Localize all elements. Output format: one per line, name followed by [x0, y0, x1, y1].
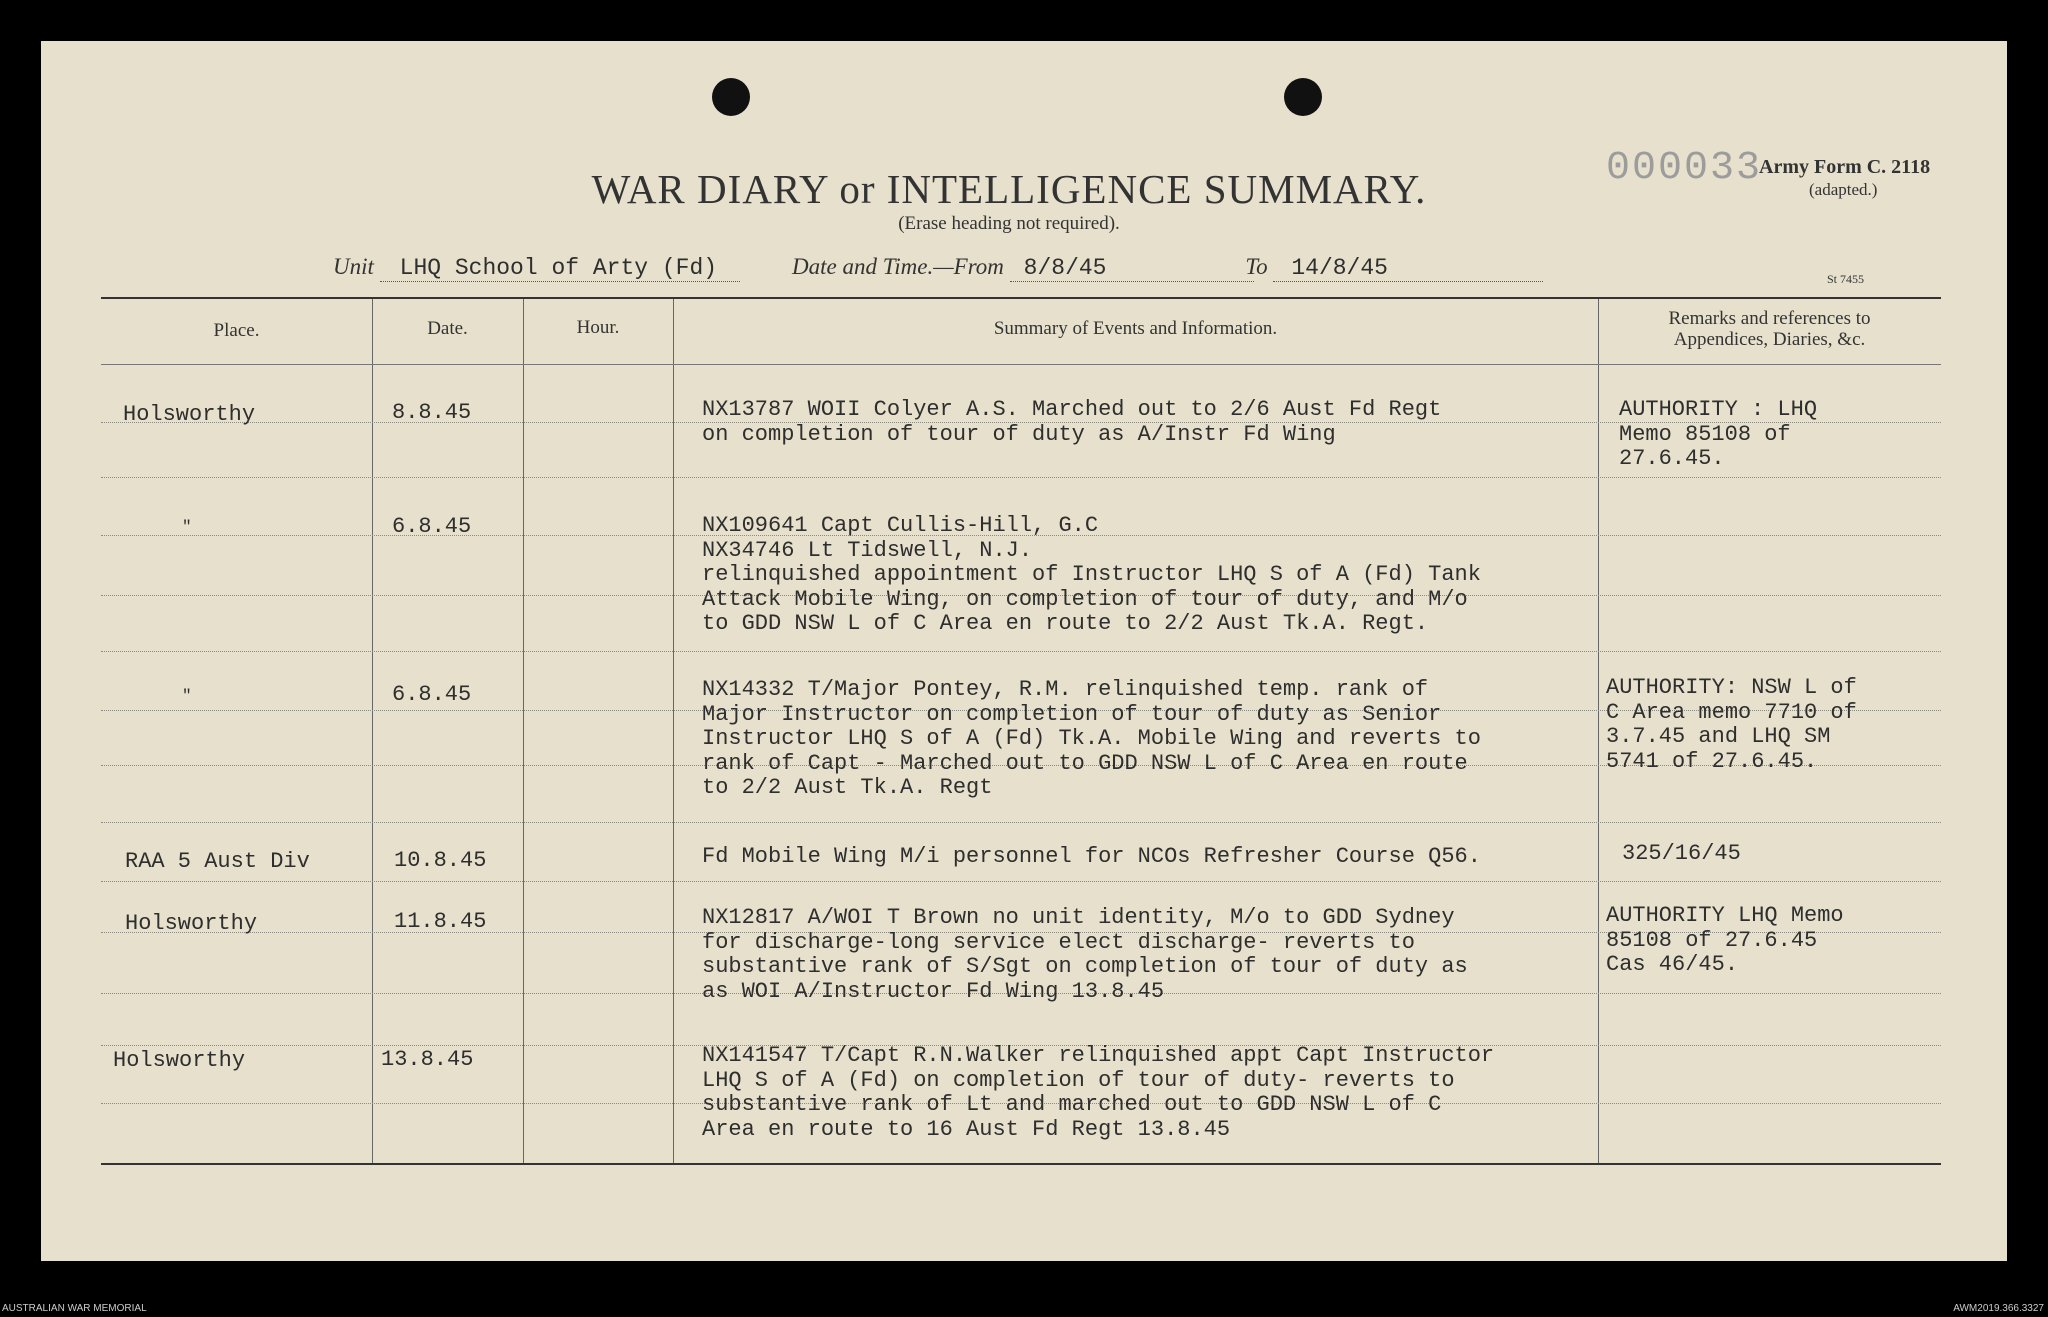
to-date: 14/8/45	[1273, 255, 1543, 282]
footer-institution: AUSTRALIAN WAR MEMORIAL	[2, 1303, 147, 1314]
column-header-hour: Hour.	[576, 317, 620, 338]
stationery-code: St 7455	[1827, 272, 1865, 286]
entry-date: 6.8.45	[392, 514, 472, 539]
remarks-header-line: Appendices, Diaries, &c.	[1673, 329, 1866, 350]
form-subtitle: (Erase heading not required).	[898, 213, 1120, 234]
date-time-line	[792, 254, 1543, 282]
entry-remarks: AUTHORITY : LHQ Memo 85108 of 27.6.45.	[1619, 397, 1818, 471]
entry-remarks: AUTHORITY: NSW L of C Area memo 7710 of 3.7.45 and LHQ SM 5741 of 27.6.45.	[1606, 675, 1857, 774]
ruled-line	[101, 881, 1941, 882]
entry-date: 6.8.45	[392, 682, 472, 707]
entry-summary: NX141547 T/Capt R.N.Walker relinquished appt Capt Instructor LHQ S of A (Fd) on completion of tour of duty- reverts to substantive rank of Lt and marched out to GDD NSW L of C Area en route to 16 Aust Fd Regt 13.8.45	[702, 1043, 1495, 1142]
entry-remarks: AUTHORITY LHQ Memo 85108 of 27.6.45 Cas 46/45.	[1606, 903, 1844, 977]
column-divider	[523, 299, 524, 1163]
entry-summary: NX109641 Capt Cullis-Hill, G.C NX34746 Lt Tidswell, N.J. relinquished appointment of Instructor LHQ S of A (Fd) Tank Attack Mobile Wing, on completion of tour of duty, and M/o to GDD NSW L of C Area en route to 2/2 Aust Tk.A. Regt.	[702, 513, 1481, 636]
column-divider	[1598, 299, 1599, 1163]
entry-summary: Fd Mobile Wing M/i personnel for NCOs Refresher Course Q56.	[702, 844, 1481, 869]
date-time-label: Date and Time.—From	[792, 254, 1004, 279]
ruled-line	[101, 477, 1941, 478]
to-label: To	[1245, 254, 1268, 279]
entry-place: RAA 5 Aust Div	[125, 849, 310, 874]
header-rule	[101, 364, 1941, 365]
entry-date: 11.8.45	[394, 909, 487, 934]
entry-summary: NX14332 T/Major Pontey, R.M. relinquished temp. rank of Major Instructor on completion of tour of duty as Senior Instructor LHQ S of A (Fd) Tk.A. Mobile Wing and reverts to rank of Capt - Marched out to GDD NSW L of C Area en route to 2/2 Aust Tk.A. Regt	[702, 677, 1481, 800]
entry-place: Holsworthy	[123, 402, 256, 427]
punch-hole-right	[1284, 78, 1322, 116]
ruled-line	[101, 822, 1941, 823]
column-header-summary: Summary of Events and Information.	[993, 318, 1278, 339]
footer-accession: AWM2019.366.3327	[1953, 1303, 2044, 1314]
from-date: 8/8/45	[1010, 255, 1254, 282]
column-divider	[372, 299, 373, 1163]
ditto-mark: "	[182, 687, 192, 705]
unit-line	[333, 254, 740, 282]
unit-value: LHQ School of Arty (Fd)	[380, 255, 740, 282]
serial-number: 000033	[1606, 146, 1763, 191]
army-form-number: Army Form C. 2118	[1759, 156, 1931, 178]
entry-date: 8.8.45	[392, 400, 472, 425]
entry-remarks: 325/16/45	[1622, 841, 1741, 866]
remarks-header-line: Remarks and references to	[1668, 308, 1871, 329]
diary-page	[41, 41, 2007, 1261]
column-header-date: Date.	[427, 318, 468, 339]
column-header-place: Place.	[213, 320, 260, 341]
ditto-mark: "	[182, 518, 192, 536]
entry-place: Holsworthy	[113, 1048, 246, 1073]
entry-place: Holsworthy	[125, 911, 258, 936]
adapted-label: (adapted.)	[1809, 180, 1878, 199]
entry-date: 13.8.45	[381, 1047, 474, 1072]
ruled-line	[101, 651, 1941, 652]
column-header-remarks	[1598, 308, 1941, 350]
entry-summary: NX13787 WOII Colyer A.S. Marched out to 2/6 Aust Fd Regt on completion of tour of duty as A/Instr Fd Wing	[702, 397, 1442, 447]
form-title: WAR DIARY or INTELLIGENCE SUMMARY.	[591, 166, 1427, 212]
entry-date: 10.8.45	[394, 848, 487, 873]
punch-hole-left	[712, 78, 750, 116]
column-divider	[673, 299, 674, 1163]
table-bottom-rule	[101, 1163, 1941, 1165]
unit-label: Unit	[333, 254, 374, 279]
entry-summary: NX12817 A/WOI T Brown no unit identity, M/o to GDD Sydney for discharge-long service elect discharge- reverts to substantive rank of S/Sgt on completion of tour of duty as as WOI A/Instructor Fd Wing 13.8.45	[702, 905, 1468, 1004]
table-top-rule	[101, 297, 1941, 299]
